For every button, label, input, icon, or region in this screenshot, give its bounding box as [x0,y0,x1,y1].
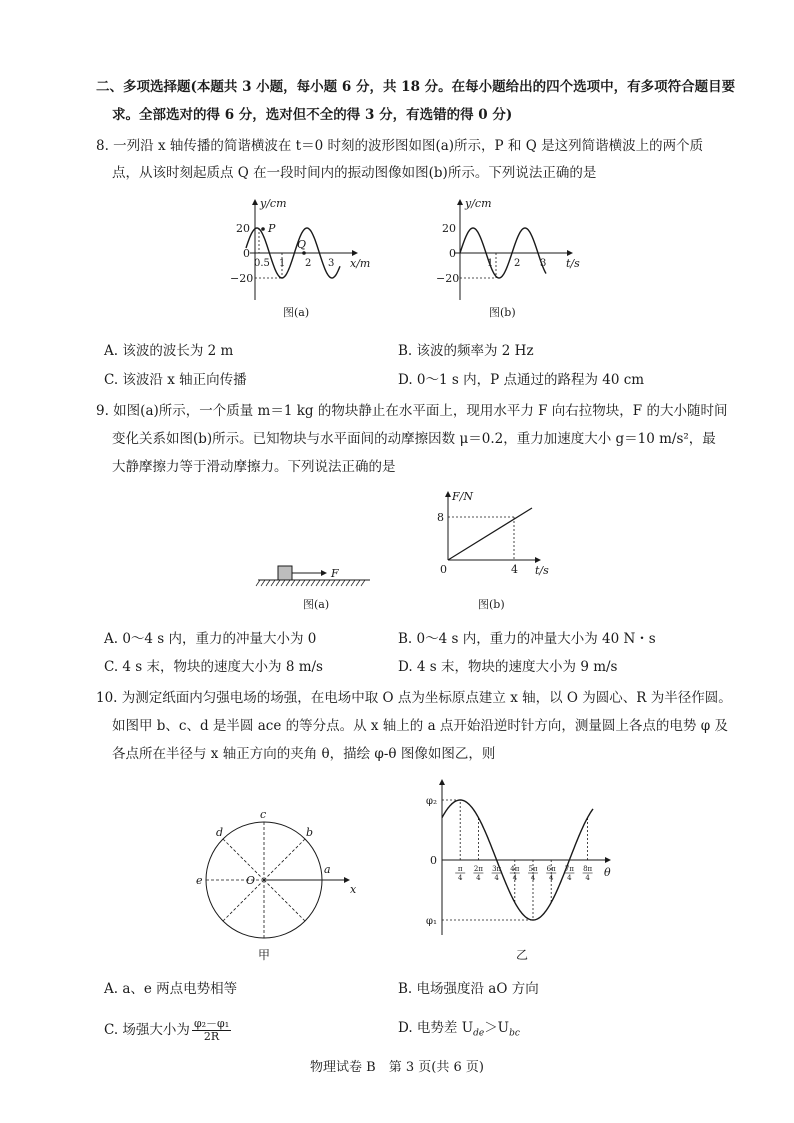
q8b-x-tick-2: 2 [514,258,521,269]
q8a-y-label: y/cm [260,197,287,210]
q10-jia-label-c: c [260,808,267,821]
q8a-y-tick-neg20: −20 [230,272,254,285]
q10-yi-y-top: φ₂ [426,796,438,807]
q9-stem-line2: 变化关系如图(b)所示。已知物块与水平面间的动摩擦因数 μ＝0.2，重力加速度大小 g＝10 m/s²，最 [112,431,716,447]
q8-option-d[interactable]: D. 0～1 s 内，P 点通过的路程为 40 cm [398,372,645,388]
q10-yi-x-label: θ [604,866,611,879]
q10-jia-label-a: a [324,863,331,876]
q10-option-c[interactable] [104,1018,233,1043]
q10-option-c-fraction [192,1018,231,1043]
q10-yi-tick-numerator: 6π [546,865,556,873]
q10-figure-jia-caption: 甲 [258,948,271,962]
q10-yi-ticks [455,865,592,882]
q9-stem-line1: 9. 如图(a)所示，一个质量 m＝1 kg 的物块静止在水平面上，现用水平力 F 向右拉物块，F 的大小随时间 [96,403,728,419]
q10-option-d-sub2: bc [509,1028,520,1039]
q10-yi-tick-denominator: 4 [530,874,536,882]
q10-yi-tick-numerator: 2π [473,865,483,873]
q10-yi-tick-numerator: 5π [528,865,538,873]
q9-option-c[interactable]: C. 4 s 末，物块的速度大小为 8 m/s [104,659,323,675]
q10-jia-label-x: x [350,883,357,896]
q9b-y-label: F/N [452,490,473,503]
q10-yi-tick-denominator: 4 [585,874,590,882]
q9-option-d[interactable]: D. 4 s 末，物块的速度大小为 9 m/s [398,659,618,675]
q10-yi-tick-denominator: 4 [457,874,463,882]
q8-option-a[interactable]: A. 该波的波长为 2 m [104,343,234,359]
q10-jia-label-b: b [306,826,314,839]
q10-option-c-prefix: C. 场强大小为 [104,1022,190,1038]
q10-option-a[interactable]: A. a、e 两点电势相等 [104,981,238,997]
q10-stem-line2: 如图甲 b、c、d 是半圆 ace 的等分点。从 x 轴上的 a 点开始沿逆时针方向，测量圆上各点的电势 φ 及 [112,718,728,734]
q10-jia-label-d: d [216,826,224,839]
section-heading-line1: 二、多项选择题(本题共 3 小题，每小题 6 分，共 18 分。在每小题给出的四个选项中，有多项符合题目要 [96,79,736,95]
page-footer: 物理试卷 B 第 3 页(共 6 页) [310,1060,484,1075]
q8a-x-tick-3: 3 [328,258,335,269]
section-heading-line2: 求。全部选对的得 6 分，选对但不全的得 3 分，有选错的得 0 分) [112,107,513,123]
q10-option-d-sub1: de [473,1028,485,1039]
q10-option-c-numerator: φ₂－φ₁ [193,1017,230,1030]
q9b-y-tick-8: 8 [437,511,444,524]
q8b-x-tick-3: 3 [540,258,547,269]
q8b-y-label: y/cm [465,197,492,210]
q8a-x-tick-1: 1 [279,258,286,269]
q10-yi-tick-denominator: 4 [476,874,481,882]
q9-option-b[interactable]: B. 0～4 s 内，重力的冲量大小为 40 N・s [398,631,656,647]
q8a-x-label: x/m [350,257,371,270]
q8b-y-tick-20: 20 [442,222,456,235]
q10-yi-tick-denominator: 4 [494,874,499,882]
q10-yi-tick-numerator: 3π [492,865,502,873]
q10-yi-y-zero: 0 [430,854,437,867]
q8b-y-tick-neg20: −20 [436,272,460,285]
q8b-x-label: t/s [566,257,580,270]
q8-figure-a-caption: 图(a) [283,306,310,319]
q10-yi-tick-numerator: 7π [564,865,574,873]
q9b-x-label: t/s [535,564,549,577]
q8a-x-tick-0.5: 0.5 [254,258,270,269]
q8b-x-tick-1: 1 [487,258,494,269]
q10-option-b[interactable]: B. 电场强度沿 aO 方向 [398,981,539,997]
q8a-point-q-label: Q [297,238,307,251]
q10-stem-line1: 10. 为测定纸面内匀强电场的场强，在电场中取 O 点为坐标原点建立 x 轴，以 O 为圆心、R 为半径作圆。 [96,690,732,706]
q10-option-d-mid: ＞U [484,1020,510,1036]
q10-option-c-denominator: 2R [203,1030,220,1043]
q8-option-c[interactable]: C. 该波沿 x 轴正向传播 [104,372,247,388]
q9a-force-label: F [331,567,339,580]
q9b-x-tick-4: 4 [511,563,518,576]
q10-yi-tick-denominator: 4 [548,874,554,882]
q8-option-b[interactable]: B. 该波的频率为 2 Hz [398,343,534,359]
q10-option-d-prefix: D. 电势差 U [398,1020,474,1036]
q10-stem-line3: 各点所在半径与 x 轴正方向的夹角 θ，描绘 φ-θ 图像如图乙，则 [112,746,496,762]
q10-yi-y-bottom: φ₁ [426,916,438,927]
q9b-origin: 0 [440,563,447,576]
q10-yi-tick-numerator: π [457,865,463,873]
q8a-y-tick-0: 0 [243,247,250,260]
q10-yi-tick-numerator: 8π [583,865,593,873]
q9-figure-b-caption: 图(b) [478,598,505,611]
q9-figure-a-caption: 图(a) [303,598,330,611]
q8-stem-line2: 点，从该时刻起质点 Q 在一段时间内的振动图像如图(b)所示。下列说法正确的是 [112,165,597,181]
q10-jia-label-e: e [196,874,203,887]
q9-option-a[interactable]: A. 0～4 s 内，重力的冲量大小为 0 [104,631,317,647]
q8-figure-b-caption: 图(b) [489,306,516,319]
q9-stem-line3: 大静摩擦力等于滑动摩擦力。下列说法正确的是 [112,459,396,475]
q8a-point-p-label: P [268,222,276,235]
q10-yi-tick-denominator: 4 [512,874,518,882]
q8a-x-tick-2: 2 [305,258,312,269]
q10-figure-yi-caption: 乙 [516,948,529,962]
q8-stem-line1: 8. 一列沿 x 轴传播的简谐横波在 t＝0 时刻的波形图如图(a)所示，P 和 Q 是这列简谐横波上的两个质 [96,138,704,154]
q10-yi-tick-numerator: 4π [510,865,520,873]
q10-option-d[interactable] [398,1018,520,1044]
q10-yi-tick-denominator: 4 [567,874,572,882]
q8b-y-tick-0: 0 [449,247,456,260]
q10-jia-label-o: O [246,874,256,887]
q8a-y-tick-20: 20 [236,222,250,235]
